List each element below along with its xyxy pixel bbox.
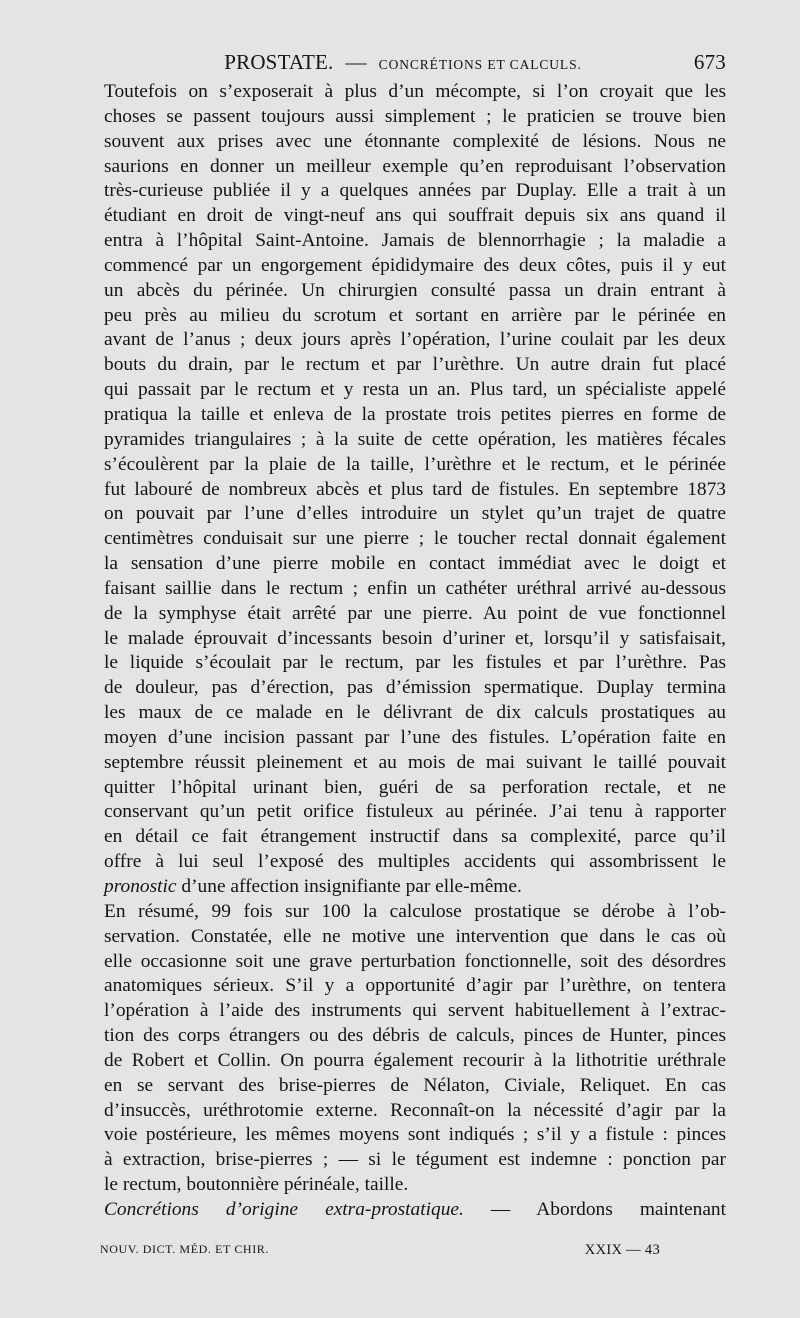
text-line: fut labouré de nombreux abcès et plus tard de fistules. En septembre 1873 [104,478,726,500]
text-line: on pouvait par l’une d’elles introduire un stylet qu’un trajet de quatre [104,503,726,525]
text-line: servation. Constatée, elle ne motive une intervention que dans le cas où [104,925,726,947]
text-line: les maux de ce malade en le délivrant de dix calculs prostatiques au [104,702,726,724]
body-text [80,80,726,1223]
text-line: tion des corps étrangers ou des débris de calculs, pinces de Hunter, pinces [104,1025,726,1047]
text-line: très-curieuse publiée il y a quelques années par Duplay. Elle a trait à un [104,180,726,202]
section-title: CONCRÉTIONS ET CALCULS. [378,57,582,72]
page-number: 673 [693,50,726,74]
paragraph-3-rest: — Abordons maintenant [463,1198,727,1220]
footer-signature: XXIX — 43 [584,1242,660,1258]
text-line: à extraction, brise-pierres ; — si le tégument est indemne : ponction par [104,1149,726,1171]
text-line: faisant saillie dans le rectum ; enfin un cathéter uréthral arrivé au-dessous [104,577,726,599]
text-line: la sensation d’une pierre mobile en contact immédiat avec le doigt et [104,553,726,575]
text-line: qui passait par le rectum et y resta un an. Plus tard, un spécialiste appelé [104,379,726,401]
text-line: le malade éprouvait d’incessants besoin d’uriner et, lorsqu’il y satisfaisait, [104,627,726,649]
text-line-rest: d’une affection insignifiante par elle-même. [176,876,522,897]
text-line: de Robert et Collin. On pourra également recourir à la lithotritie uréthrale [104,1049,726,1071]
text-line: avant de l’anus ; deux jours après l’opération, l’urine coulait par les deux [104,329,726,351]
text-line: s’écoulèrent par la plaie de la taille, l’urèthre et le rectum, et le périnée [104,453,726,475]
text-line [80,875,726,900]
text-line: un abcès du périnée. Un chirurgien consulté passa un drain entrant à [104,279,726,301]
text-line: pratiqua la taille et enleva de la prostate trois petites pierres en forme de [104,403,726,425]
text-line: septembre réussit pleinement et au mois de mai suivant le taillé pouvait [104,751,726,773]
text-line: l’opération à l’aide des instruments qui servent habituellement à l’extrac- [104,1000,726,1022]
paragraph-1 [80,80,726,900]
text-line: de douleur, pas d’érection, pas d’émission spermatique. Duplay termina [104,677,726,699]
text-line: anatomiques sérieux. S’il y a opportunité d’agir par l’urèthre, on tentera [104,975,726,997]
text-line: offre à lui seul l’exposé des multiples accidents qui assombrissent le [104,851,726,873]
text-line: bouts du drain, par le rectum et par l’urèthre. Un autre drain fut placé [104,354,726,376]
text-line: Toutefois on s’exposerait à plus d’un mécompte, si l’on croyait que les [104,81,726,102]
header-dash: — [345,50,367,74]
text-line: d’insuccès, uréthrotomie externe. Reconnaît-on la nécessité d’agir par la [104,1099,726,1121]
text-line: quitter l’hôpital urinant bien, guéri de sa perforation rectale, et ne [104,776,726,798]
footer-publication: NOUV. DICT. MÉD. ET CHIR. [100,1242,270,1256]
text-line: entra à l’hôpital Saint-Antoine. Jamais de blennorrhagie ; la maladie a [104,230,726,252]
text-line: choses se passent toujours aussi simplement ; le praticien se trouve bien [104,105,726,127]
text-line: commencé par un engorgement épididymaire des deux côtes, puis il y eut [104,254,726,276]
running-header [80,50,726,80]
text-line: étudiant en droit de vingt-neuf ans qui souffrait depuis six ans quand il [104,205,726,227]
section-heading-italic: Concrétions d’origine extra-prostatique. [104,1198,464,1220]
text-line: le rectum, boutonnière périnéale, taille. [104,1174,409,1196]
text-line: pyramides triangulaires ; à la suite de cette opération, les matières fécales [104,428,726,450]
text-line: elle occasionne soit une grave perturbation fonctionnelle, soit des désordres [104,950,726,972]
text-line: peu près au milieu du scrotum et sortant en arrière par le périnée en [104,304,726,326]
paragraph-3-line [80,1198,726,1223]
text-line: voie postérieure, les mêmes moyens sont indiqués ; s’il y a fistule : pinces [104,1124,726,1146]
paragraph-3 [80,1198,726,1223]
text-line: moyen d’une incision passant par l’une des fistules. L’opération faite en [104,726,726,748]
text-line: souvent aux prises avec une étonnante complexité de lésions. Nous ne [104,130,726,152]
text-line: de la symphyse était arrêté par une pierre. Au point de vue fonctionnel [104,602,726,624]
text-line: conservant qu’un petit orifice fistuleux au périnée. J’ai tenu à rapporter [104,801,726,823]
header-title [80,50,680,75]
paragraph-2 [80,900,726,1198]
text-line: en se servant des brise-pierres de Nélaton, Civiale, Reliquet. En cas [104,1074,726,1096]
italic-term: pronostic [104,876,177,897]
page-footer [100,1242,660,1259]
text-line: le liquide s’écoulait par le rectum, par les fistules et par l’urèthre. Pas [104,652,726,674]
text-line: En résumé, 99 fois sur 100 la calculose prostatique se dérobe à l’ob- [104,900,726,922]
text-line: centimètres conduisait sur une pierre ; le toucher rectal donnait également [104,528,726,550]
text-line: en détail ce fait étrangement instructif dans sa complexité, parce qu’il [104,826,726,848]
text-line: saurions en donner un meilleur exemple qu’en reproduisant l’observation [104,155,726,177]
running-title: PROSTATE. [224,50,334,74]
